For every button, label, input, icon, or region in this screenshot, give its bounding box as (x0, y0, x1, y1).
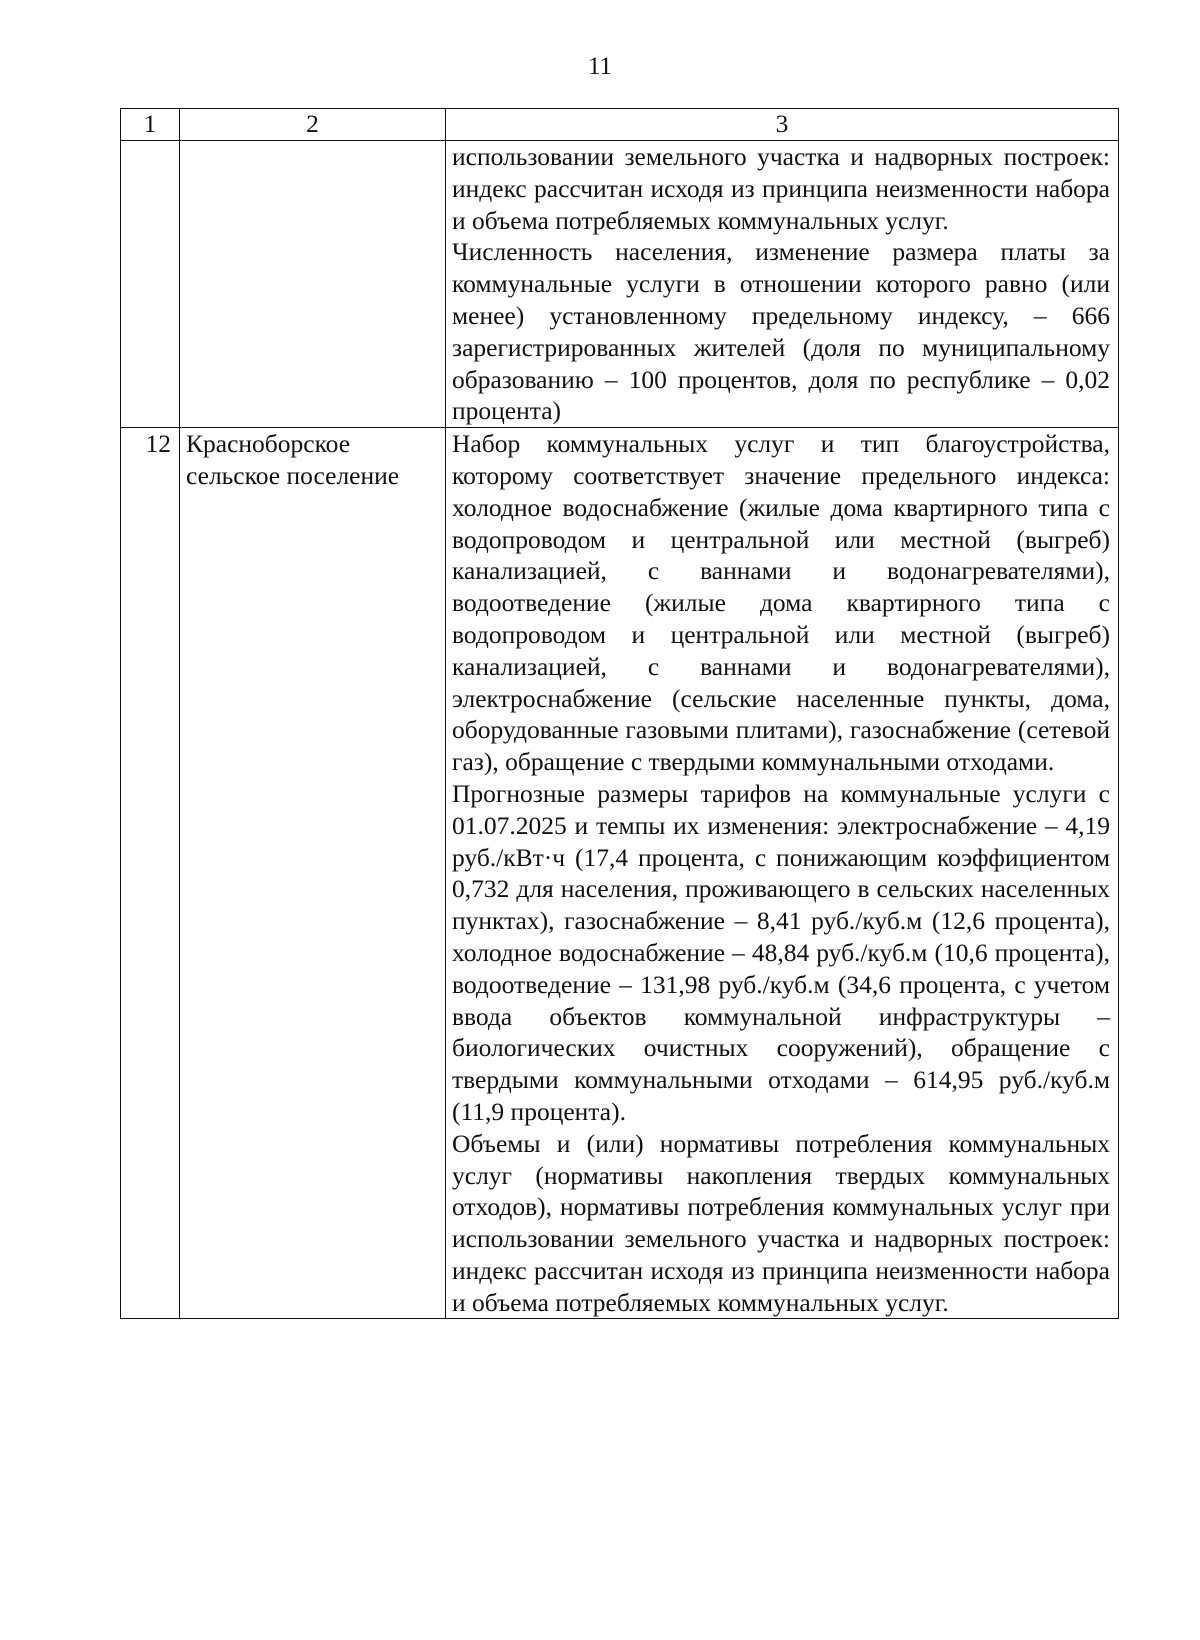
column-header-number: 1 (121, 109, 180, 141)
description-paragraph: Численность населения, изменение размера платы за коммунальные услуги в отношении которого равно (или менее) установленному предельному индексу, – 666 зарегистрированных жителей (доля по муниципальному образованию – 100 процентов, доля по республике – 0,02 процента) (452, 237, 1110, 426)
description-paragraph: Объемы и (или) нормативы потребления коммунальных услуг (нормативы накопления твердых коммунальных отходов), нормативы потребления коммунальных услуг при использовании земельного участка и надворных построек: индекс рассчитан исходя из принципа неизменности набора и объема потребляемых коммунальных услуг. (452, 1128, 1110, 1317)
row-number-cell: 12 (121, 428, 180, 1319)
table-header-row (121, 109, 1119, 141)
column-header-description: 3 (446, 109, 1119, 141)
column-header-municipality: 2 (180, 109, 446, 141)
description-cell (446, 141, 1119, 428)
description-paragraph: Набор коммунальных услуг и тип благоустройства, которому соответствует значение предельного индекса: холодное водоснабжение (жилые дома квартирного типа с водопроводом и центральной или местной (выгреб) канализацией, с ваннами и водонагревателями), водоотведение (жилые дома квартирного типа с водопроводом и центральной или местной (выгреб) канализацией, с ваннами и водонагревателями), электроснабжение (сельские населенные пункты, дома, оборудованные газовыми плитами), газоснабжение (сетевой газ), обращение с твердыми коммунальными отходами. (452, 429, 1110, 777)
description-paragraph: Прогнозные размеры тарифов на коммунальные услуги с 01.07.2025 и темпы их изменения: электроснабжение – 4,19 руб./кВт·ч (17,4 процента, с понижающим коэффициентом 0,732 для населения, проживающего в сельских населенных пунктах), газоснабжение – 8,41 руб./куб.м (12,6 процента), холодное водоснабжение – 48,84 руб./куб.м (10,6 процента), водоотведение – 131,98 руб./куб.м (34,6 процента, с учетом ввода объектов коммунальной инфраструктуры – биологических очистных сооружений), обращение с твердыми коммунальными отходами – 614,95 руб./куб.м (11,9 процента). (452, 778, 1110, 1126)
description-paragraph: использовании земельного участка и надворных построек: индекс рассчитан исходя из принципа неизменности набора и объема потребляемых коммунальных услуг. (452, 142, 1110, 235)
row-number-cell (121, 141, 180, 428)
tariff-table (120, 108, 1119, 1319)
page-number: 11 (587, 53, 613, 80)
municipality-cell (180, 141, 446, 428)
description-cell (446, 428, 1119, 1319)
municipality-cell: Красноборское сельское поселение (180, 428, 446, 1319)
table-row (121, 141, 1119, 428)
table-row (121, 428, 1119, 1319)
